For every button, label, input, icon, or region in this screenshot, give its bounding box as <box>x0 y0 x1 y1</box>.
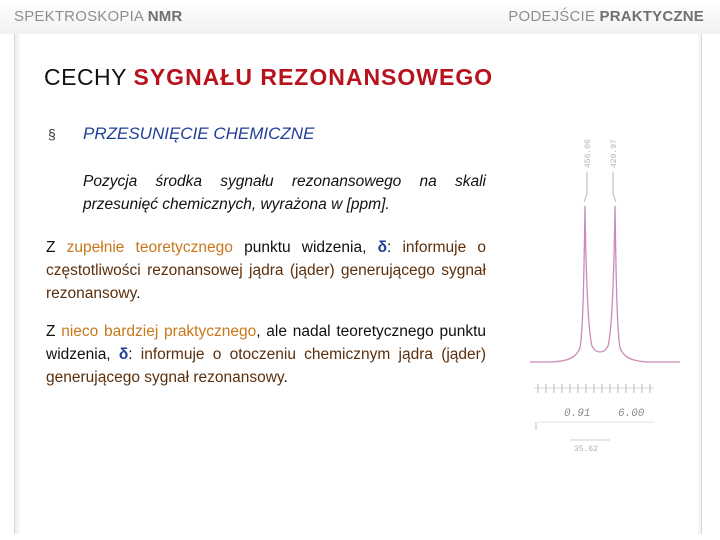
definition-text: Pozycja środka sygnału rezonansowego na skali przesunięć chemicznych, wyrażona w [ppm]. <box>83 173 486 213</box>
spectrum-trace <box>530 206 680 362</box>
bullet-heading: PRZESUNIĘCIE CHEMICZNE <box>83 124 315 143</box>
paragraph-practical: Z nieco bardziej praktycznego, ale nadal teoretycznego punktu widzenia, δ: informuje o otoczeniu chemicznym jądra (jąder) generującego sygnał rezonansowy. <box>46 323 487 386</box>
integral-value-1: 0.91 <box>564 408 591 420</box>
bullet-mark: § <box>48 126 56 142</box>
peak-lead-2 <box>613 194 616 202</box>
header-left: SPEKTROSKOPIA NMR <box>14 8 183 25</box>
peak-lead-1 <box>584 194 587 202</box>
paragraph-theoretical: Z zupełnie teoretycznego punktu widzenia, δ: informuje o częstotliwości rezonansowej jądra (jąder) generującego sygnał rezonansowy. <box>46 239 487 302</box>
header-right: PODEJŚCIE PRAKTYCZNE <box>508 8 704 25</box>
slide-title: CECHY SYGNAŁU REZONANSOWEGO <box>44 64 494 90</box>
integral-value-2: 6.00 <box>618 408 645 420</box>
nmr-spectrum-image <box>530 126 680 456</box>
peak-label-1: 456.06 <box>584 139 593 168</box>
peak-label-2: 420.97 <box>610 139 619 168</box>
bottom-scale-value: 35.62 <box>574 445 599 454</box>
